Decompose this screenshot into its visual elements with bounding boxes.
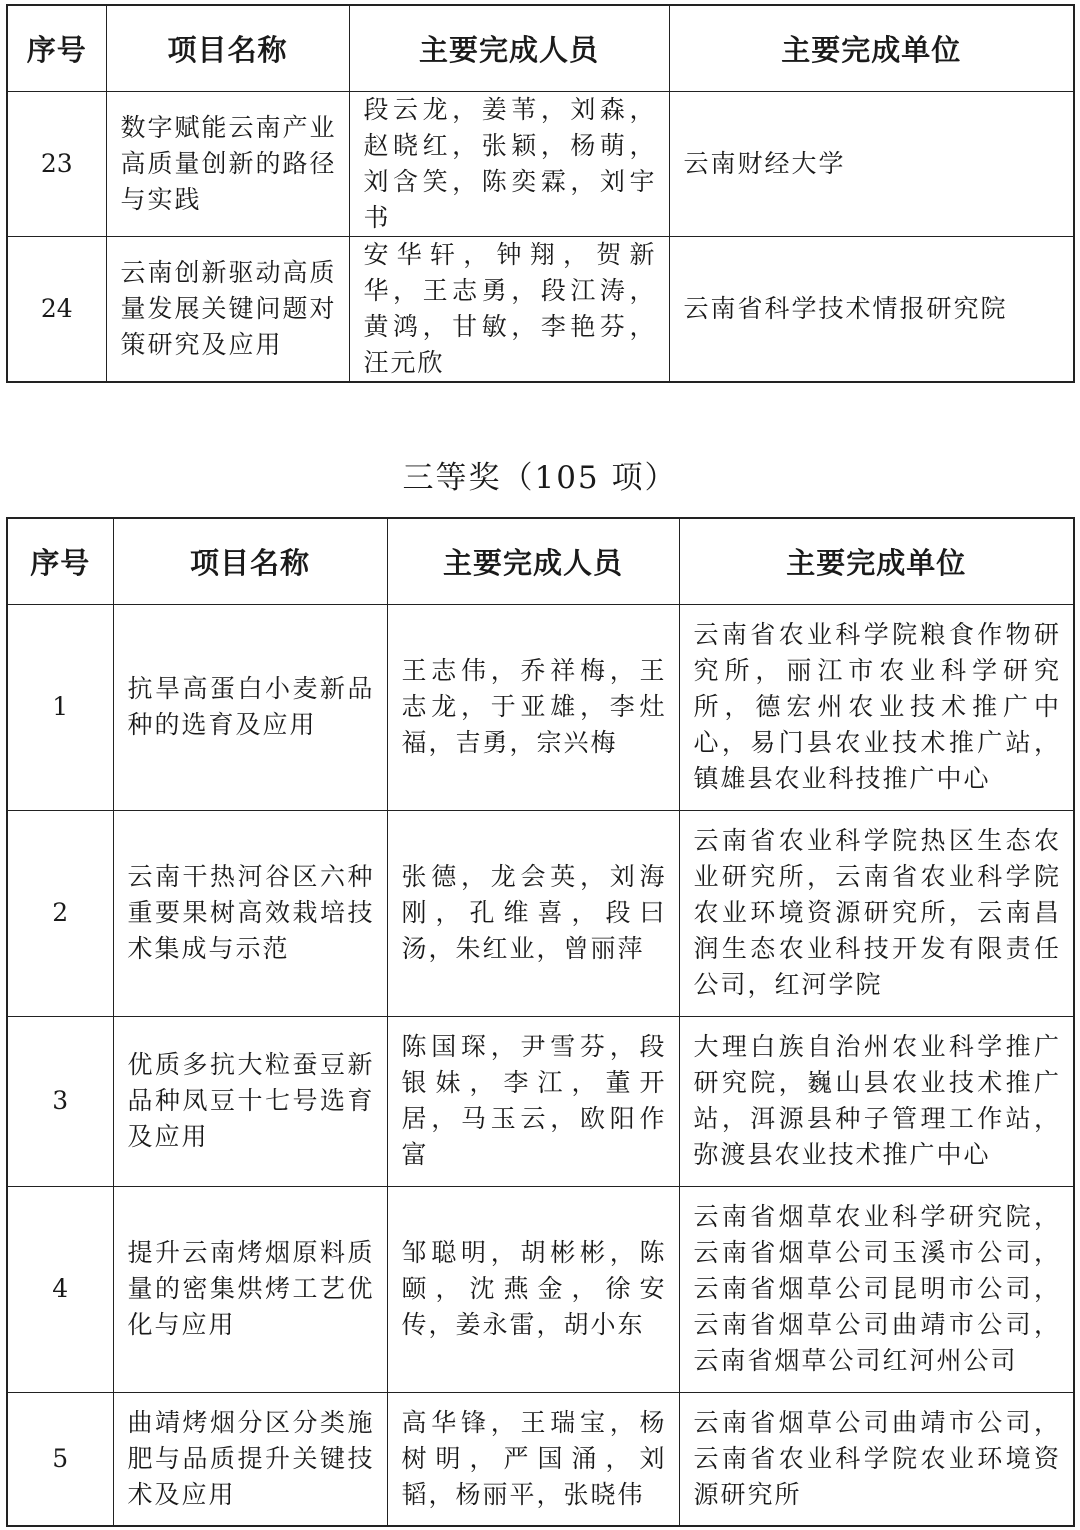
header-main-unit: 主要完成单位	[679, 518, 1074, 604]
table-row	[7, 1016, 1074, 1186]
main-unit: 大理白族自治州农业科学推广研究院，巍山县农业技术推广站，洱源县种子管理工作站，弥渡县农业技术推广中心	[679, 1016, 1074, 1186]
header-number: 序号	[7, 5, 106, 91]
main-personnel: 段云龙，姜苇，刘森，赵晓红，张颖，杨萌，刘含笑，陈奕霖，刘宇书	[349, 91, 669, 236]
awards-table-second-prize-continued	[6, 4, 1075, 383]
main-personnel: 安华轩，钟翔，贺新华，王志勇，段江涛，黄鸿，甘敏，李艳芬，汪元欣	[349, 236, 669, 382]
main-personnel: 陈国琛，尹雪芬，段银妹，李江，董开居，马玉云，欧阳作富	[387, 1016, 679, 1186]
main-unit: 云南省农业科学院热区生态农业研究所，云南省农业科学院农业环境资源研究所，云南昌润生态农业科技开发有限责任公司，红河学院	[679, 810, 1074, 1016]
table-header-row	[7, 518, 1074, 604]
table-row	[7, 604, 1074, 810]
main-personnel: 张德，龙会英，刘海刚，孔维喜，段曰汤，朱红业，曾丽萍	[387, 810, 679, 1016]
main-unit: 云南省烟草农业科学研究院，云南省烟草公司玉溪市公司，云南省烟草公司昆明市公司，云南省烟草公司曲靖市公司，云南省烟草公司红河州公司	[679, 1186, 1074, 1392]
project-name: 抗旱高蛋白小麦新品种的选育及应用	[113, 604, 387, 810]
row-number: 2	[7, 810, 113, 1016]
row-number: 3	[7, 1016, 113, 1186]
main-unit: 云南省农业科学院粮食作物研究所，丽江市农业科学研究所，德宏州农业技术推广中心，易门县农业技术推广站，镇雄县农业科技推广中心	[679, 604, 1074, 810]
row-number: 5	[7, 1392, 113, 1526]
header-main-unit: 主要完成单位	[669, 5, 1074, 91]
header-project-name: 项目名称	[113, 518, 387, 604]
main-unit: 云南财经大学	[669, 91, 1074, 236]
project-name: 优质多抗大粒蚕豆新品种凤豆十七号选育及应用	[113, 1016, 387, 1186]
table-row	[7, 91, 1074, 236]
header-number: 序号	[7, 518, 113, 604]
table-row	[7, 236, 1074, 382]
main-personnel: 高华锋，王瑞宝，杨树明，严国涌，刘韬，杨丽平，张晓伟	[387, 1392, 679, 1526]
row-number: 4	[7, 1186, 113, 1392]
row-number: 1	[7, 604, 113, 810]
row-number: 23	[7, 91, 106, 236]
table-header-row	[7, 5, 1074, 91]
project-name: 数字赋能云南产业高质量创新的路径与实践	[106, 91, 349, 236]
awards-table-third-prize	[6, 517, 1075, 1527]
header-project-name: 项目名称	[106, 5, 349, 91]
project-name: 提升云南烤烟原料质量的密集烘烤工艺优化与应用	[113, 1186, 387, 1392]
project-name: 云南创新驱动高质量发展关键问题对策研究及应用	[106, 236, 349, 382]
main-personnel: 邹聪明，胡彬彬，陈颐，沈燕金，徐安传，姜永雷，胡小东	[387, 1186, 679, 1392]
main-unit: 云南省科学技术情报研究院	[669, 236, 1074, 382]
main-personnel: 王志伟，乔祥梅，王志龙，于亚雄，李灶福，吉勇，宗兴梅	[387, 604, 679, 810]
row-number: 24	[7, 236, 106, 382]
main-unit: 云南省烟草公司曲靖市公司，云南省农业科学院农业环境资源研究所	[679, 1392, 1074, 1526]
table-row	[7, 1186, 1074, 1392]
header-main-personnel: 主要完成人员	[387, 518, 679, 604]
section-heading-third-prize: 三等奖（105 项）	[402, 460, 678, 496]
table-row	[7, 810, 1074, 1016]
table-row	[7, 1392, 1074, 1526]
project-name: 云南干热河谷区六种重要果树高效栽培技术集成与示范	[113, 810, 387, 1016]
project-name: 曲靖烤烟分区分类施肥与品质提升关键技术及应用	[113, 1392, 387, 1526]
header-main-personnel: 主要完成人员	[349, 5, 669, 91]
